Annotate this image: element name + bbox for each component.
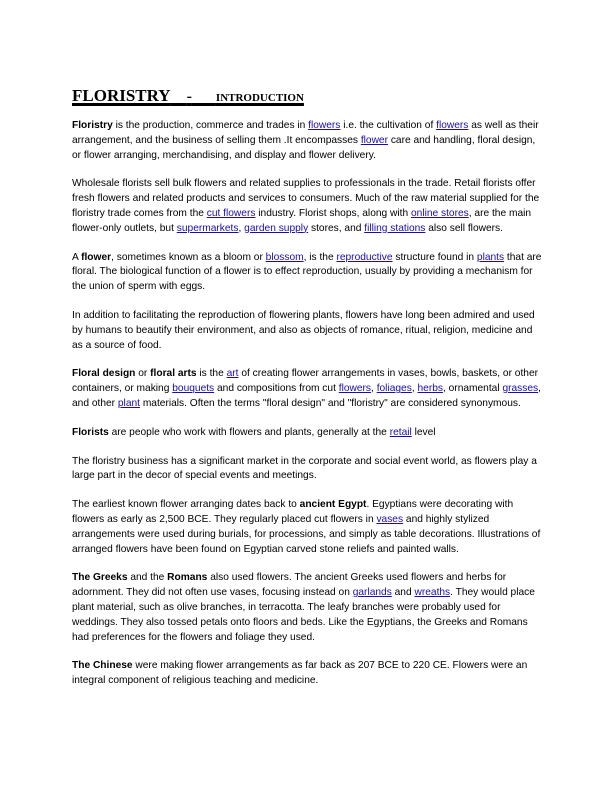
title-sub: INTRODUCTION	[215, 92, 304, 104]
bold-term: Romans	[167, 572, 208, 584]
hyperlink[interactable]: retail	[389, 426, 412, 438]
text-run: The floristry business has a significant market in the corporate and social event world, as flowers play a large part in the decor of special events and meetings.	[72, 455, 537, 482]
hyperlink[interactable]: plants	[476, 251, 505, 263]
hyperlink[interactable]: bouquets	[172, 383, 215, 395]
hyperlink[interactable]: wreaths	[414, 587, 451, 599]
text-run: care and handling, floral design, or flower arranging, merchandising, and display and flower delivery.	[72, 134, 536, 161]
paragraph	[72, 251, 542, 295]
text-run: is the production, commerce and trades in	[112, 120, 309, 131]
paragraph	[72, 659, 542, 689]
bold-term: Floristry	[72, 120, 113, 131]
text-run: and the	[127, 572, 168, 584]
title-dash: -	[186, 88, 192, 105]
hyperlink[interactable]: vases	[376, 513, 404, 525]
bold-term: Florists	[72, 426, 109, 438]
text-run: or	[135, 368, 151, 380]
text-run: and compositions from cut	[214, 383, 339, 395]
paragraph	[72, 455, 542, 485]
text-run: structure found in	[392, 251, 477, 263]
hyperlink[interactable]: flowers	[338, 383, 372, 395]
body-text	[72, 119, 542, 689]
text-run: also used flowers. The ancient Greeks used flowers and herbs for adornment. They did not often use vases, focusing instead on	[72, 572, 507, 599]
text-run: and highly stylized arrangements were used during burials, for processions, and simply as table decorations. Illustrations of arranged flowers have been found on Egyptian carved stone reliefs and painted walls.	[72, 513, 541, 555]
bold-term: The Chinese	[72, 660, 133, 672]
hyperlink[interactable]: plant	[117, 397, 140, 409]
text-run: ,	[238, 222, 245, 234]
text-run: ,	[411, 383, 418, 395]
paragraph	[72, 119, 542, 163]
hyperlink[interactable]: blossom	[265, 251, 304, 263]
text-run: , ornamental	[442, 383, 503, 395]
text-run: . Egyptians were decorating with flowers as early as 2,500 BCE. They regularly placed cut flowers in	[72, 499, 514, 525]
text-run: A	[72, 251, 82, 263]
text-run: materials. Often the terms "floral design" and "floristry" are considered synonymous.	[139, 397, 521, 409]
text-run: of creating flower arrangements in vases, bowls, baskets, or other containers, or making	[72, 368, 539, 395]
text-run: also sell flowers.	[425, 222, 503, 234]
hyperlink[interactable]: reproductive	[336, 251, 393, 263]
paragraph	[72, 177, 542, 236]
hyperlink[interactable]: supermarkets	[176, 222, 239, 234]
hyperlink[interactable]: herbs	[417, 383, 443, 395]
hyperlink[interactable]: art	[226, 368, 239, 380]
hyperlink[interactable]: garden supply	[244, 222, 309, 234]
title-main: FLORISTRY	[72, 86, 171, 105]
paragraph	[72, 309, 542, 353]
hyperlink[interactable]: foliages	[376, 383, 412, 395]
text-run: level	[411, 426, 436, 438]
text-run: Wholesale florists sell bulk flowers and related supplies to professionals in the trade. Retail florists offer fresh flowers and related products and services to consumers. Much of the raw material supplied for the floristry trade comes from the	[72, 178, 540, 219]
text-run: as well as their arrangement, and the business of selling them .It encompasses	[72, 120, 539, 146]
text-run: , sometimes known as a bloom or	[111, 251, 266, 263]
paragraph	[72, 426, 542, 441]
text-run: The earliest known flower arranging dates back to	[72, 499, 300, 511]
bold-term: Floral design	[72, 368, 136, 380]
paragraph	[72, 498, 542, 557]
page-title	[72, 72, 542, 109]
text-run: , is the	[303, 251, 337, 263]
text-run: is the	[196, 368, 227, 380]
hyperlink[interactable]: flowers	[308, 120, 341, 131]
hyperlink[interactable]: flowers	[436, 120, 469, 131]
text-run: i.e. the cultivation of	[340, 120, 437, 131]
bold-term: The Greeks	[72, 572, 128, 584]
text-run: are people who work with flowers and plants, generally at the	[108, 426, 390, 438]
text-run: that are floral. The biological function of a flower is to effect reproduction, usually by providing a mechanism for the union of sperm with eggs.	[72, 251, 542, 293]
text-run: , are the main flower-only outlets, but	[72, 207, 532, 234]
text-run: In addition to facilitating the reproduction of flowering plants, flowers have long been admired and used by humans to beautify their environment, and also as objects of romance, ritual, religion, medicine and as a source of food.	[72, 309, 535, 351]
hyperlink[interactable]: cut flowers	[206, 207, 256, 219]
text-run: and	[391, 587, 415, 599]
hyperlink[interactable]: grasses	[502, 383, 539, 395]
hyperlink[interactable]: filling stations	[364, 222, 426, 234]
text-run: , and other	[72, 383, 541, 409]
hyperlink[interactable]: flower	[360, 134, 388, 146]
text-run: . They would place plant material, such as olive branches, in terracotta. The leafy branches were probably used for weddings. They also tossed petals onto floors and beds. Like the Egyptians, the Greeks and Romans had preferences for the flowers and foliage they used.	[72, 587, 535, 643]
text-run: ,	[371, 383, 377, 395]
bold-term: flower	[81, 251, 112, 263]
hyperlink[interactable]: online stores	[410, 207, 469, 219]
paragraph	[72, 571, 542, 645]
hyperlink[interactable]: garlands	[352, 587, 392, 599]
text-run: industry. Florist shops, along with	[255, 207, 411, 219]
paragraph	[72, 367, 542, 411]
bold-term: floral arts	[150, 368, 197, 380]
bold-term: ancient Egypt	[299, 499, 367, 511]
text-run: stores, and	[308, 222, 365, 234]
text-run: were making flower arrangements as far back as 207 BCE to 220 CE. Flowers were an integral component of religious teaching and medicine.	[72, 660, 528, 687]
document-page	[72, 72, 542, 703]
